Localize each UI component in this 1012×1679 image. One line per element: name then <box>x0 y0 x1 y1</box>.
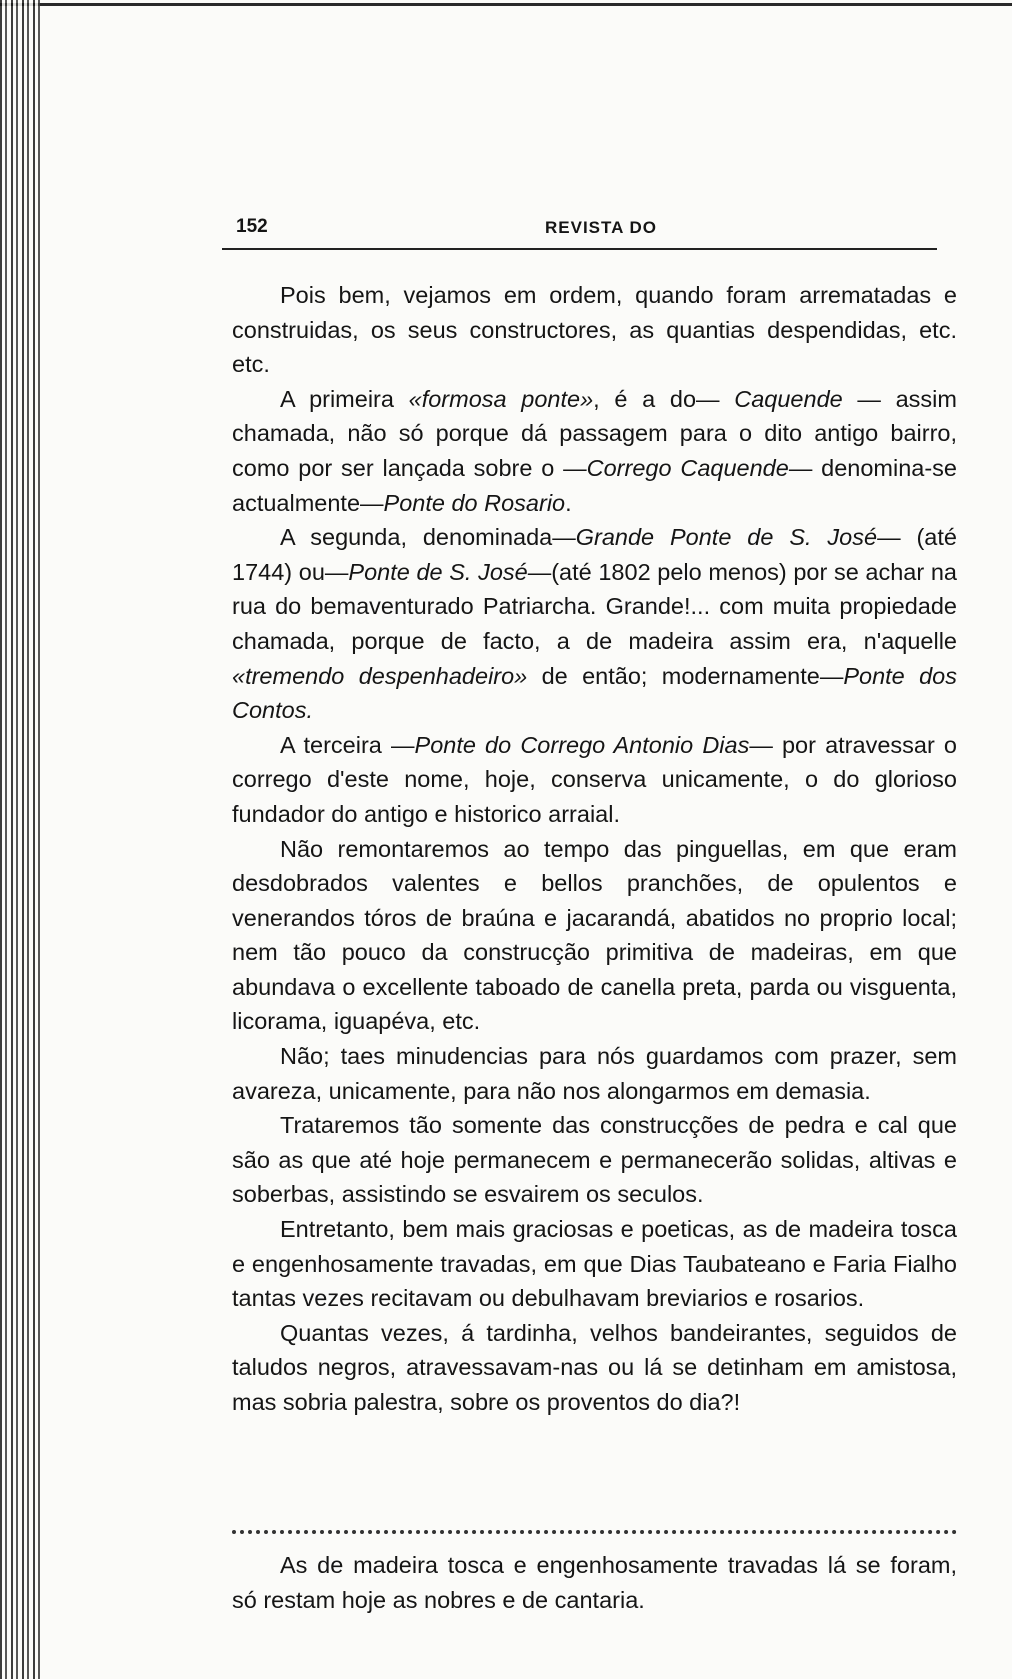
text-run: — (até 1744) ou— <box>232 524 957 585</box>
text-run: Quantas vezes, á tardinha, velhos bandeirantes, seguidos de taludos negros, atravessavam-nas ou lá se detinham em amistosa, mas sobria palestra, sobre os proventos do dia?! <box>232 1319 957 1415</box>
text-run: de então; modernamente— <box>527 662 844 689</box>
binding-edge <box>0 0 40 1679</box>
text-run: Trataremos tão somente das construcções de pedra e cal que são as que até hoje permanecem e permanecerão solidas, altivas e soberbas, assistindo se esvairem os seculos. <box>232 1112 957 1208</box>
text-run: — assim chamada, não só porque dá passagem para o dito antigo bairro, como por ser lançada sobre o — <box>232 385 957 481</box>
italic-run: Ponte do Rosario <box>383 489 566 516</box>
text-run: — por atravessar o corrego d'este nome, hoje, conserva unicamente, o do glorioso fundador do antigo e historico arraial. <box>232 731 957 827</box>
paragraph <box>232 278 957 382</box>
text-run: Entretanto, bem mais graciosas e poeticas, as de madeira tosca e engenhosamente travadas, em que Dias Taubateano e Faria Fialho tantas vezes recitavam ou debulhavam breviarios e rosarios. <box>232 1216 957 1312</box>
text-run: A terceira — <box>280 731 415 758</box>
paragraph <box>232 832 957 1040</box>
closing-paragraph: As de madeira tosca e engenhosamente travadas lá se foram, só restam hoje as nobres e de cantaria. <box>232 1552 957 1613</box>
paragraph <box>232 520 957 728</box>
text-run: A primeira <box>280 385 409 412</box>
italic-run: Grande Ponte de S. José <box>575 524 878 551</box>
text-run: Não remontaremos ao tempo das pinguellas, em que eram desdobrados valentes e bellos pranchões, de opulentos e venerandos tóros de braúna e jacarandá, abatidos no proprio local; nem tão pouco da construcção primitiva de madeiras, em que abundava o excellente taboado de canella preta, parda ou visguenta, licorama, iguapéva, etc. <box>232 835 957 1035</box>
closing-section <box>232 1548 957 1617</box>
header-rule <box>222 248 937 250</box>
text-run: Não; taes minudencias para nós guardamos com prazer, sem avareza, unicamente, para não nos alongarmos em demasia. <box>232 1043 957 1104</box>
running-title: REVISTA DO <box>545 218 658 237</box>
body-text <box>232 278 957 1420</box>
italic-run: Caquende <box>734 385 843 412</box>
top-border-rule <box>0 3 1012 6</box>
dotted-separator <box>232 1530 957 1534</box>
text-run: , é a do— <box>593 385 735 412</box>
italic-run: Ponte de S. José <box>348 558 528 585</box>
text-run: A segunda, denominada— <box>280 524 576 551</box>
text-run: . <box>565 489 572 516</box>
paragraph <box>232 728 957 832</box>
paragraph <box>232 1316 957 1420</box>
text-run: — denomina-se actualmente— <box>232 454 958 516</box>
italic-run: Ponte dos Contos. <box>232 662 957 724</box>
italic-run: «formosa ponte» <box>408 385 594 412</box>
paragraph <box>232 1039 957 1108</box>
italic-run: Corrego Caquende <box>586 454 789 481</box>
italic-run: Ponte do Corrego Antonio Dias <box>414 731 750 758</box>
paragraph <box>232 1108 957 1212</box>
page-number: 152 <box>236 216 268 237</box>
paragraph <box>232 1212 957 1316</box>
text-run: Pois bem, vejamos em ordem, quando foram arrematadas e construidas, os seus constructores, as quantias despendidas, etc. etc. <box>232 282 957 378</box>
text-run: —(até 1802 pelo menos) por se achar na rua do bemaventurado Patriarcha. Grande!... com muita propiedade chamada, porque de facto, a de madeira assim era, n'aquelle <box>232 558 957 654</box>
italic-run: «tremendo despenhadeiro» <box>232 662 528 689</box>
paragraph <box>232 382 957 520</box>
